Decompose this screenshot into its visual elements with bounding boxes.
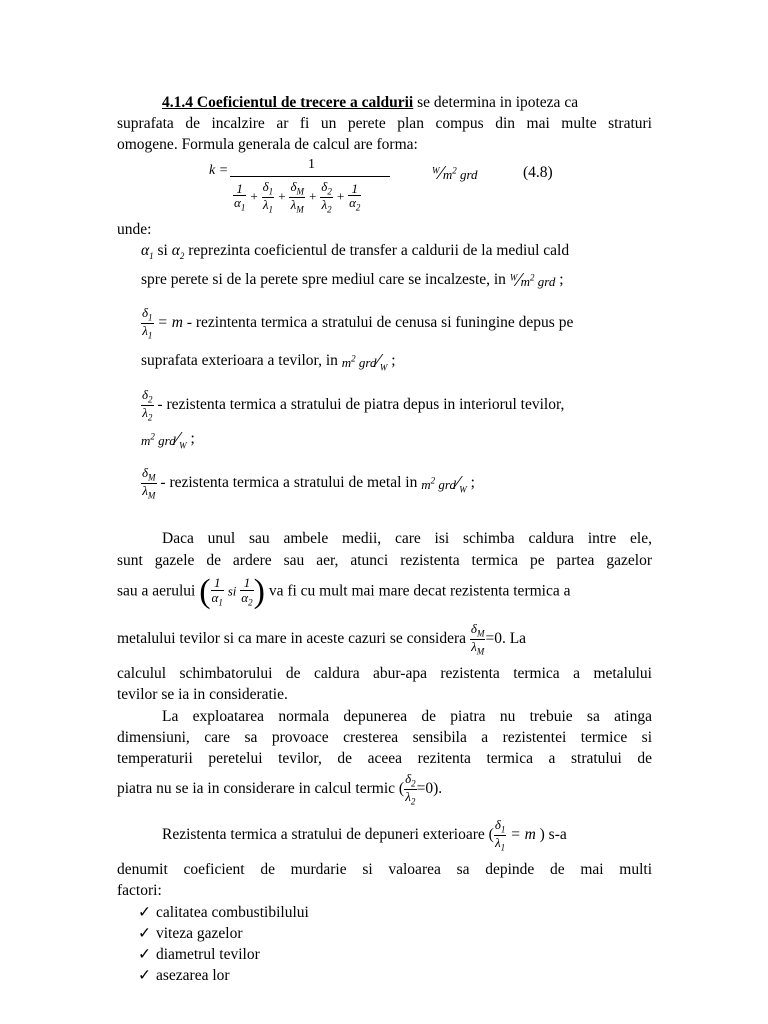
para3-line-3: factori: xyxy=(117,882,162,899)
unde-label: unde: xyxy=(117,221,152,238)
intro-line-1: 4.1.4 Coeficientul de trecere a caldurii se determina in ipoteza ca xyxy=(162,94,579,111)
alpha-def-line-2: spre perete si de la perete spre mediul care se incalzeste, in $^W⁄m^2$ grd ; xyxy=(141,269,564,291)
deltaM-def: $\frac{\delta_M}{\lambda_M}$ - rezistenta termica a stratului de metal in $m^2$ $grd⁄_W$ ; xyxy=(142,465,475,501)
formula-lhs: k = xyxy=(209,163,229,178)
para2-line-1: La exploatarea normala depunerea de piatra nu trebuie sa atinga xyxy=(162,708,652,725)
para2-line-2: dimensiuni, care sa provoace cresterea sensibila a rezistentei termice si xyxy=(117,729,652,746)
para2-line-4: piatra nu se ia in considerare in calcul termic ( $\frac{\delta_2}{\lambda_2}$ =0). xyxy=(117,771,443,807)
delta1-def: $\frac{\delta_1}{\lambda_1}$ = m - rezintenta termica a stratului de cenusa si funingine depus pe xyxy=(142,305,574,341)
para1-line-6: tevilor se ia in consideratie. xyxy=(117,686,288,703)
formula-numerator: 1 xyxy=(308,157,315,172)
delta2-def: $\frac{\delta_2}{\lambda_2}$ - rezistenta termica a stratului de piatra depus in interiorul tevilor, xyxy=(142,387,565,423)
intro-line-3: omogene. Formula generala de calcul are forma: xyxy=(117,136,418,153)
para2-line-3: temperaturii peretelui tevilor, de aceea rezitenta termica a stratului de xyxy=(117,750,652,767)
factor-item: ✓ viteza gazelor xyxy=(138,925,243,942)
para3-line-2: denumit coeficient de murdarie si valoarea sa depinde de mai multi xyxy=(117,861,652,878)
check-icon: ✓ xyxy=(138,967,151,984)
para1-line-3: sau a aerului ( $\frac{1}{\alpha_1}$ si $\frac{1}{\alpha_2}$ ) va fi cu mult mai mare decat rezistenta termica a xyxy=(117,573,571,610)
para1-line-4: metalului tevilor si ca mare in aceste cazuri se considera $\frac{\delta_M}{\lambda_M}$ =0. La xyxy=(117,621,527,657)
alpha-def-line-1: $\alpha_1$ si $\alpha_2$ reprezinta coeficientul de transfer a caldurii de la mediul cald xyxy=(141,242,570,262)
delta2-unit: $m^2$ $grd⁄_W$ ; xyxy=(141,428,195,451)
intro-line-2: suprafata de incalzire ar fi un perete plan compus din mai multe straturi xyxy=(117,115,652,132)
formula-denominator: $\frac{1}{\alpha_1}$ + $\frac{\delta_1}{\lambda_1}$ + $\frac{\delta_M}{\lambda_M}$ + $\frac{\delta_2}{\lambda_2}$ + $\frac{1}{\alpha_2}$ xyxy=(234,179,361,215)
section-title: 4.1.4 Coeficientul de trecere a caldurii xyxy=(162,94,414,111)
formula-bar xyxy=(230,176,390,177)
check-icon: ✓ xyxy=(138,904,151,921)
factor-item: ✓ calitatea combustibilului xyxy=(138,904,309,921)
check-icon: ✓ xyxy=(138,925,151,942)
factor-item: ✓ diametrul tevilor xyxy=(138,946,260,963)
para3-line-1: Rezistenta termica a stratului de depuneri exterioare ( $\frac{\delta_1}{\lambda_1}$ = m ) s-a xyxy=(162,817,567,853)
para1-line-2: sunt gazele de ardere sau aer, atunci rezistenta termica pe partea gazelor xyxy=(117,552,652,569)
formula-unit: $^W⁄m^2$ grd xyxy=(432,162,478,184)
factor-item: ✓ asezarea lor xyxy=(138,967,230,984)
delta1-def-line-2: suprafata exterioara a tevilor, in $m^2$ $grd⁄_W$ ; xyxy=(141,350,396,373)
equation-number: (4.8) xyxy=(523,164,553,181)
para1-line-1: Daca unul sau ambele medii, care isi schimba caldura intre ele, xyxy=(162,530,652,547)
para1-line-5: calculul schimbatorului de caldura abur-apa rezistenta termica a metalului xyxy=(117,665,652,682)
check-icon: ✓ xyxy=(138,946,151,963)
